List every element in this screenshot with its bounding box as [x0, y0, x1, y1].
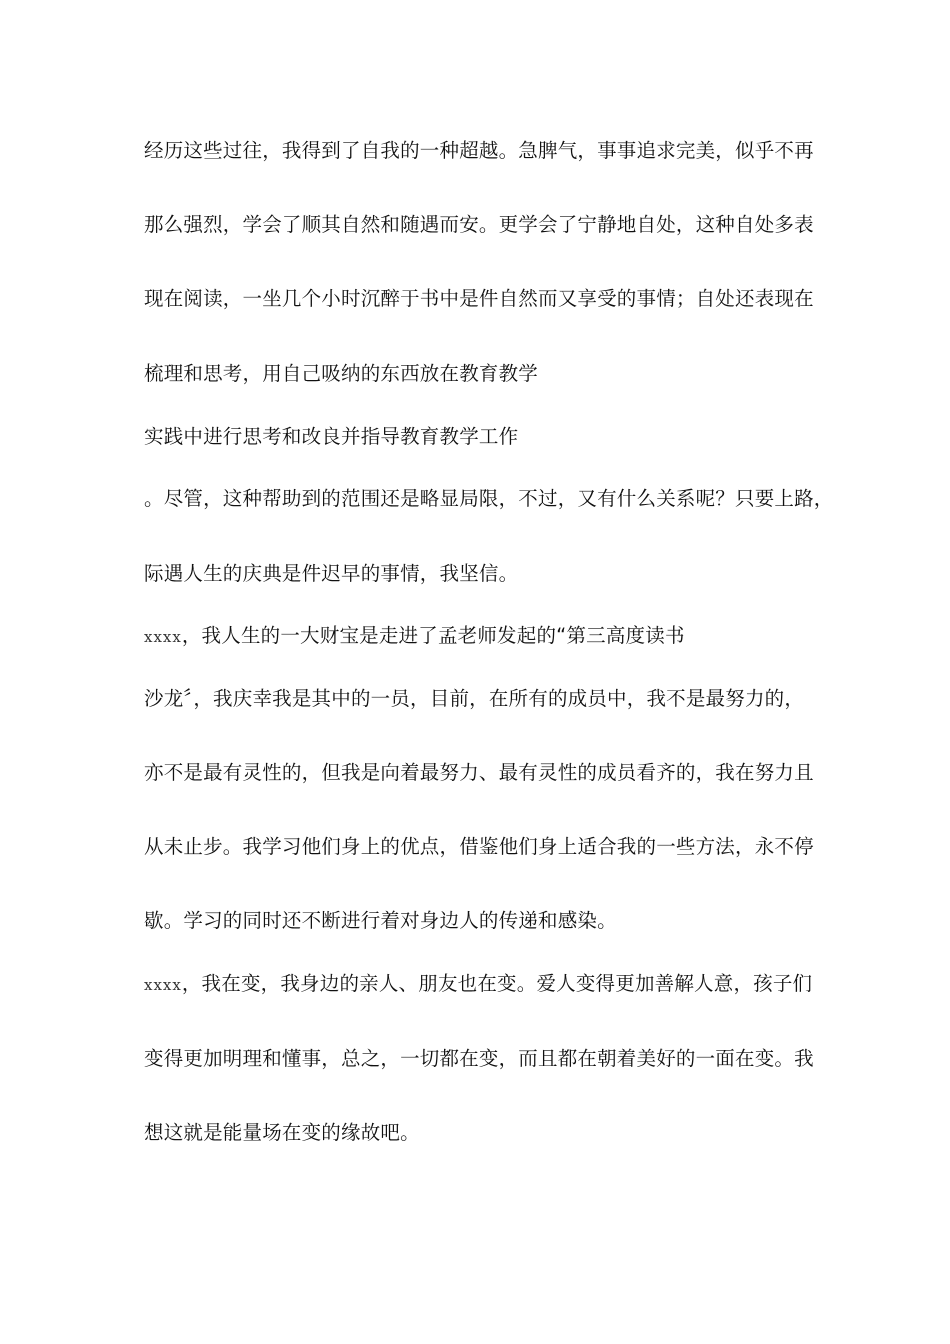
- text-line-with-placeholder: [144, 622, 685, 651]
- text-line: 歇。学习的同时还不断进行着对身边人的传递和感染。: [144, 909, 617, 932]
- text-line: 梳理和思考，用自己吸纳的东西放在教育教学: [144, 362, 539, 385]
- text-line: 实践中进行思考和改良并指导教育教学工作: [144, 425, 519, 448]
- placeholder-tag: xxxx: [144, 976, 182, 994]
- placeholder-tag: xxxx: [144, 628, 182, 646]
- text-line: 亦不是最有灵性的，但我是向着最努力、最有灵性的成员看齐的，我在努力且: [144, 761, 814, 784]
- text-line: 变得更加明理和懂事，总之，一切都在变，而且都在朝着美好的一面在变。我: [144, 1047, 814, 1070]
- text-line: 经历这些过往，我得到了自我的一种超越。急脾气，事事追求完美，似乎不再: [144, 139, 814, 162]
- text-line: 沙龙〞，我庆幸我是其中的一员，目前，在所有的成员中，我不是最努力的，: [144, 687, 805, 710]
- text-line: 从未止步。我学习他们身上的优点，借鉴他们身上适合我的一些方法，永不停: [144, 835, 814, 858]
- text-segment: ，我在变，我身边的亲人、朋友也在变。爱人变得更加善解人意，孩子们: [181, 972, 813, 995]
- text-segment: ，我人生的一大财宝是走进了孟老师发起的“第三高度读书: [181, 624, 685, 647]
- text-line: 。尽管，这种帮助到的范围还是略显局限，不过，又有什么关系呢？只要上路，: [144, 487, 834, 510]
- text-line-with-placeholder: [144, 970, 812, 999]
- text-line: 那么强烈，学会了顺其自然和随遇而安。更学会了宁静地自处，这种自处多表: [144, 213, 814, 236]
- text-line: 现在阅读，一坐几个小时沉醉于书中是件自然而又享受的事情；自处还表现在: [144, 287, 814, 310]
- text-line: 想这就是能量场在变的缘故吧。: [144, 1121, 420, 1144]
- text-line: 际遇人生的庆典是件迟早的事情，我坚信。: [144, 562, 519, 585]
